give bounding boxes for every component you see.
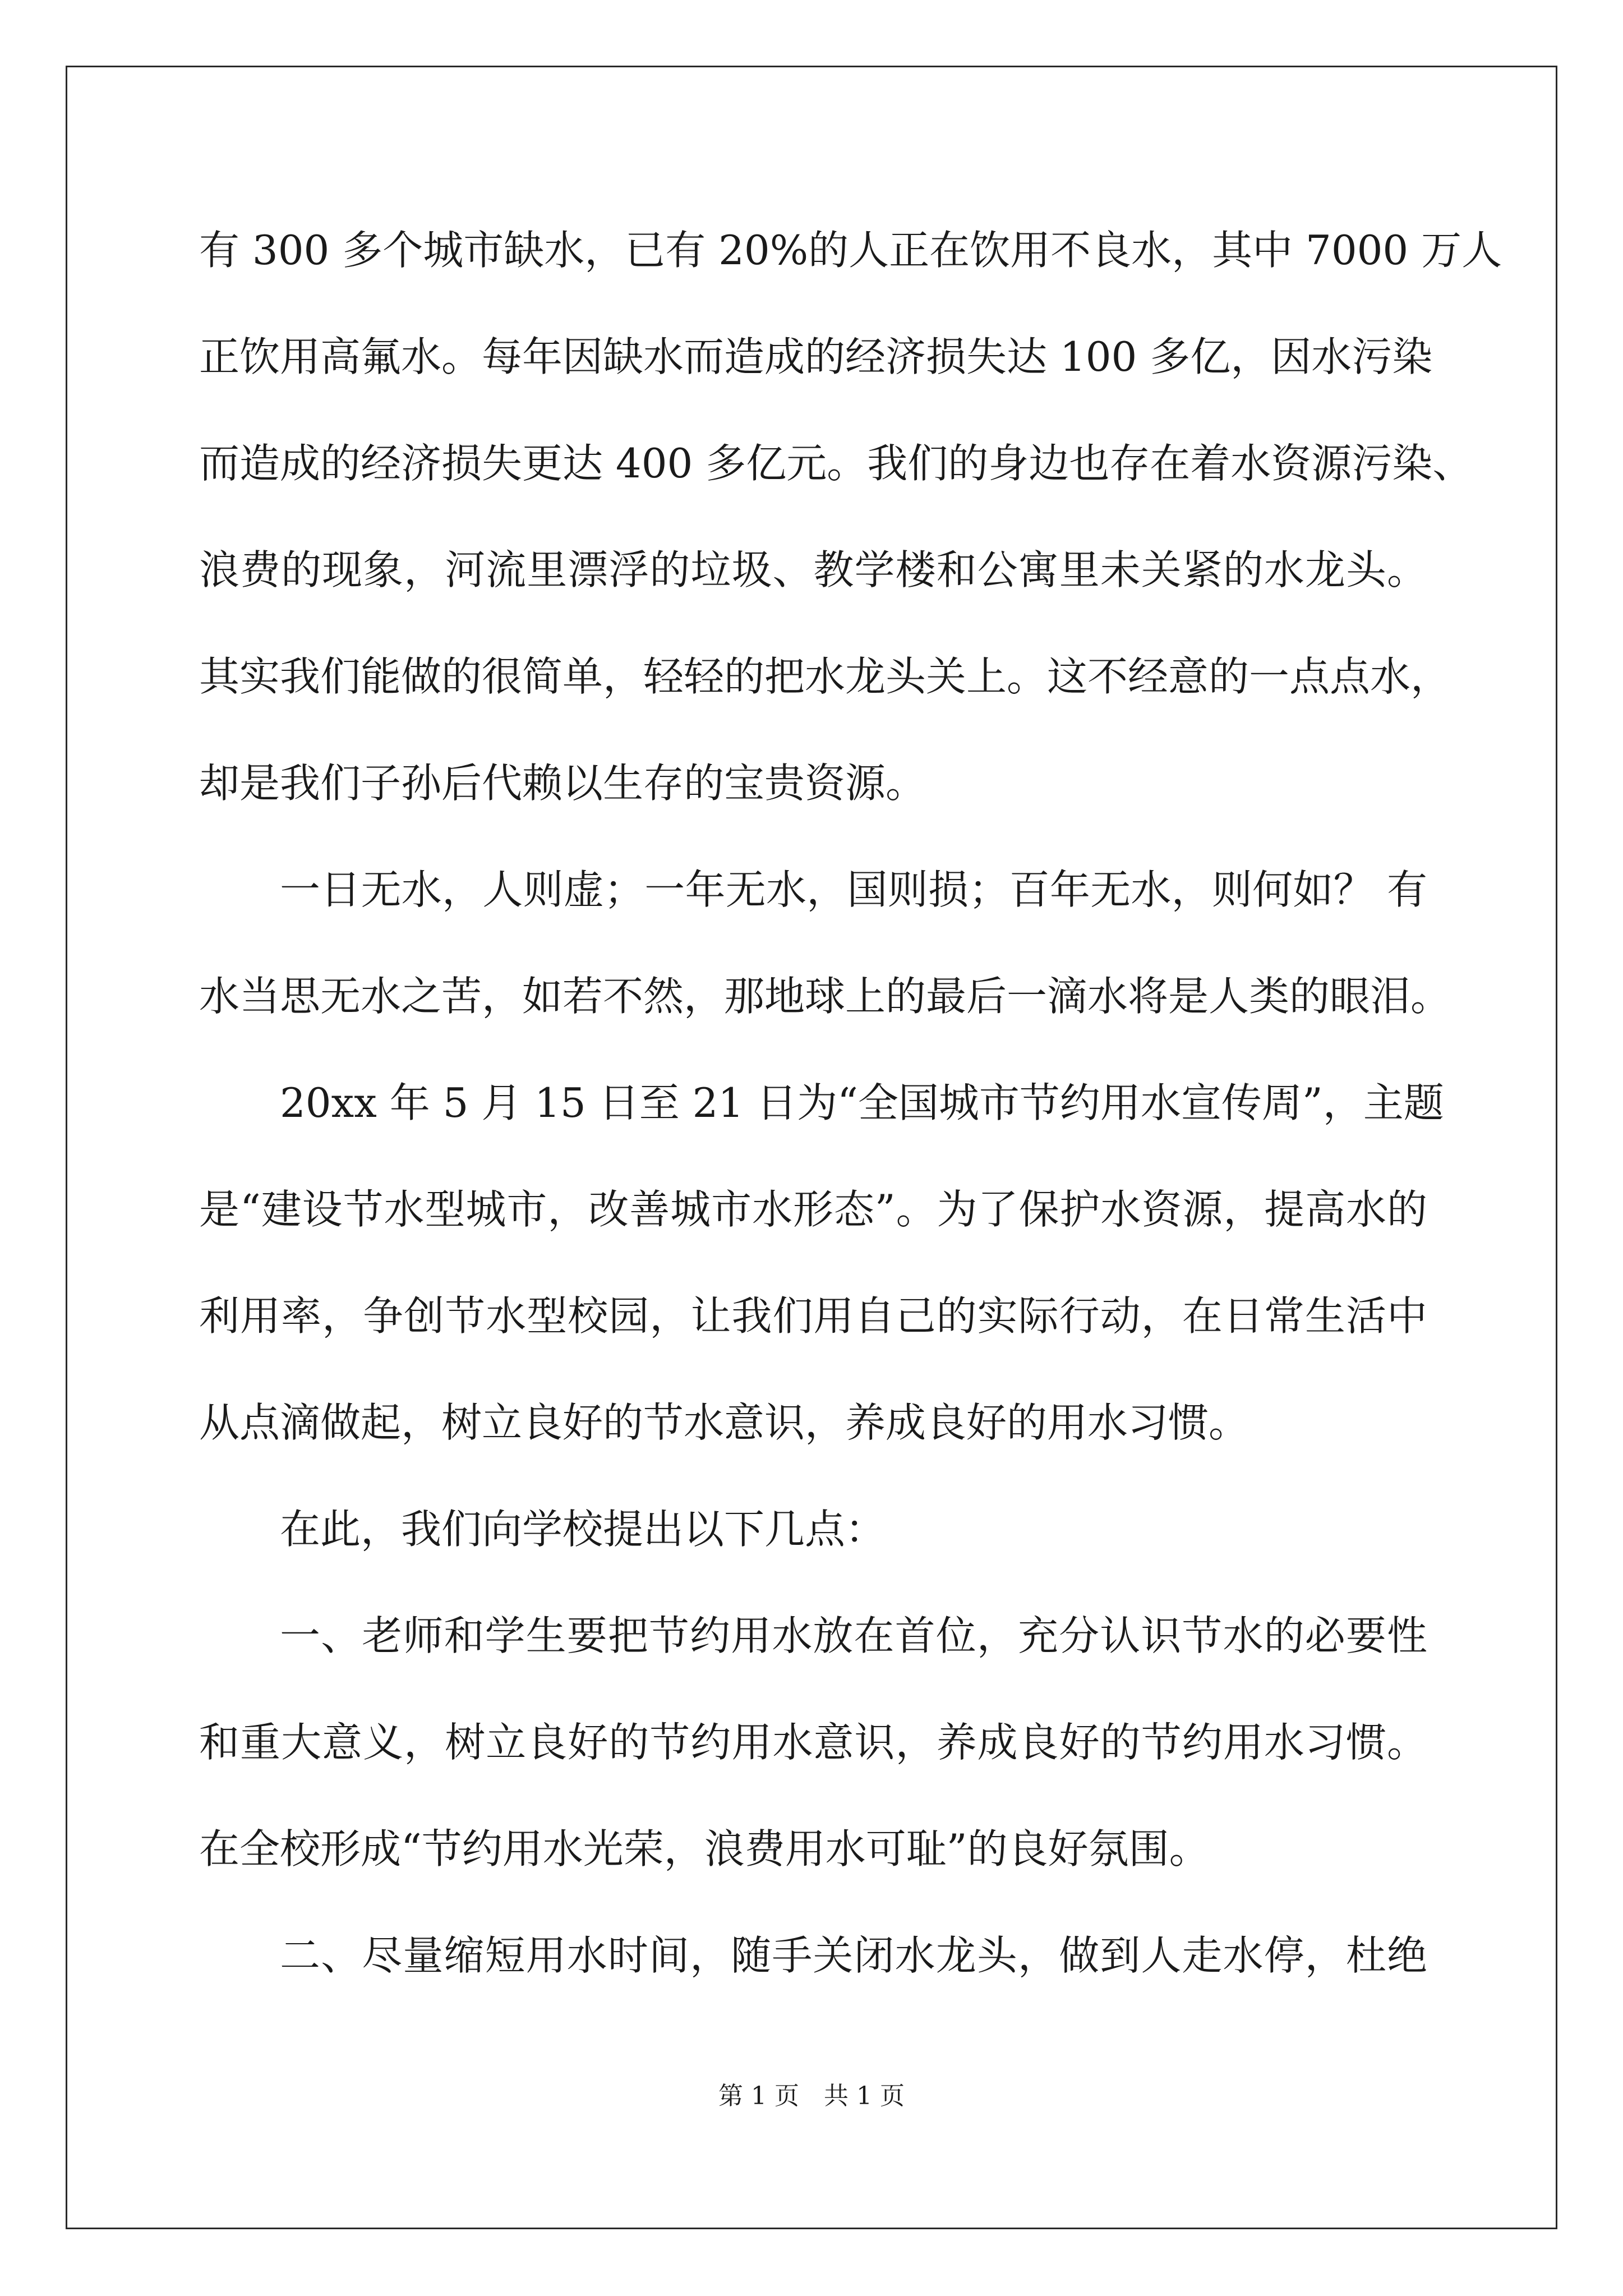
text-line: 是“建设节水型城市，改善城市水形态”。为了保护水资源，提高水的 xyxy=(199,1186,1427,1233)
text-line: 浪费的现象，河流里漂浮的垃圾、教学楼和公寓里未关紧的水龙头。 xyxy=(199,546,1427,593)
text-line: 而造成的经济损失更达 400 多亿元。我们的身边也存在着水资源污染、 xyxy=(199,440,1473,487)
text-line: 水当思无水之苦，如若不然，那地球上的最后一滴水将是人类的眼泪。 xyxy=(199,973,1451,1020)
text-line: 有 300 多个城市缺水，已有 20%的人正在饮用不良水，其中 7000 万人 xyxy=(199,227,1502,274)
text-line: 在全校形成“节约用水光荣，浪费用水可耻”的良好氛围。 xyxy=(199,1825,1210,1872)
text-line: 正饮用高氟水。每年因缺水而造成的经济损失达 100 多亿，因水污染 xyxy=(199,333,1433,380)
text-line: 在此，我们向学校提出以下几点： xyxy=(280,1506,886,1553)
text-line: 却是我们子孙后代赖以生存的宝贵资源。 xyxy=(199,760,926,807)
text-line: 从点滴做起，树立良好的节水意识，养成良好的用水习惯。 xyxy=(199,1399,1249,1446)
text-line: 和重大意义，树立良好的节约用水意识，养成良好的节约用水习惯。 xyxy=(199,1719,1427,1766)
document-body xyxy=(199,213,1502,2025)
text-line: 其实我们能做的很简单，轻轻的把水龙头关上。这不经意的一点点水， xyxy=(199,653,1451,700)
text-line: 一日无水，人则虚；一年无水，国则损；百年无水，则何如？ 有 xyxy=(280,866,1427,913)
text-line: 20xx 年 5 月 15 日至 21 日为“全国城市节约用水宣传周”，主题 xyxy=(280,1079,1444,1126)
text-line: 二、尽量缩短用水时间，随手关闭水龙头，做到人走水停，杜绝 xyxy=(280,1932,1427,1979)
page-footer: 第 1 页 共 1 页 xyxy=(718,2082,905,2110)
text-line: 利用率，争创节水型校园，让我们用自己的实际行动，在日常生活中 xyxy=(199,1292,1427,1340)
text-line: 一、老师和学生要把节约用水放在首位，充分认识节水的必要性 xyxy=(280,1612,1427,1659)
